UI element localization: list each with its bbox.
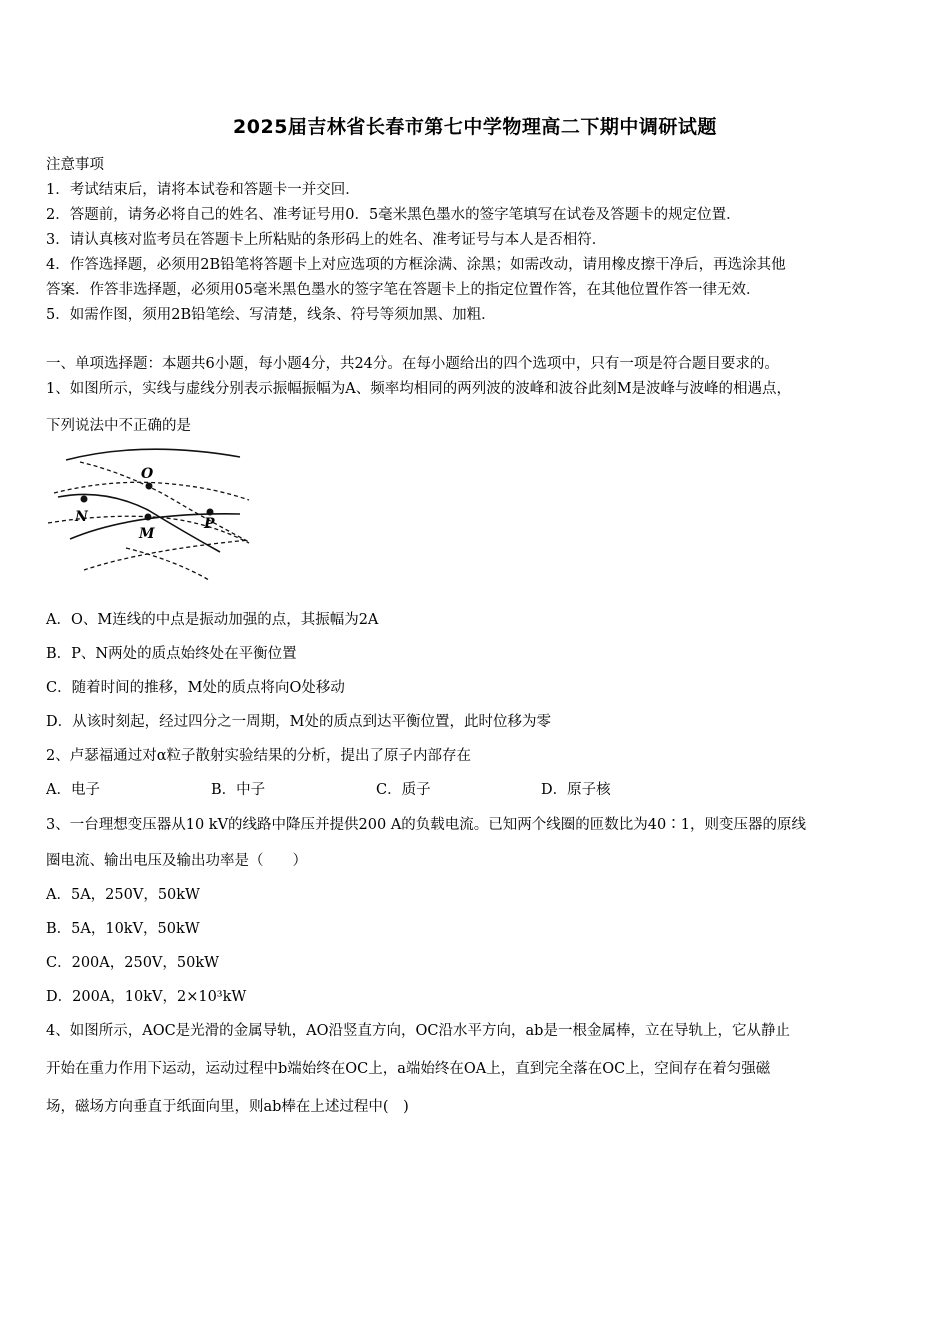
question-3-stem-cont: 圈电流、输出电压及输出功率是（ ）: [46, 853, 307, 869]
label-o: O: [141, 466, 154, 482]
question-2-options: [46, 778, 706, 799]
question-3-option-a: A．5A，250V，50kW: [46, 887, 200, 903]
wave-interference-figure: [44, 440, 254, 585]
question-1-option-c: C．随着时间的推移，M处的质点将向O处移动: [46, 680, 345, 696]
section-heading: 一、单项选择题：本题共6小题，每小题4分，共24分。在每小题给出的四个选项中，只有一项是符合题目要求的。: [46, 356, 779, 372]
question-1-stem: 1、如图所示，实线与虚线分别表示振幅振幅为A、频率均相同的两列波的波峰和波谷此刻M是波峰与波峰的相遇点，: [46, 381, 792, 397]
question-1-option-a: A．O、M连线的中点是振动加强的点，其振幅为2A: [46, 612, 379, 628]
question-4-stem: 4、如图所示，AOC是光滑的金属导轨，AO沿竖直方向，OC沿水平方向，ab是一根金属棒，立在导轨上，它从静止: [46, 1023, 790, 1039]
question-1-option-d: D．从该时刻起，经过四分之一周期，M处的质点到达平衡位置，此时位移为零: [46, 714, 551, 730]
question-2-option-a: A．电子: [46, 782, 100, 798]
label-m: M: [139, 526, 155, 542]
notice-item: 1．考试结束后，请将本试卷和答题卡一并交回．: [46, 182, 360, 198]
question-3-option-d: D．200A，10kV，2×10³kW: [46, 989, 247, 1005]
question-3-option-c: C．200A，250V，50kW: [46, 955, 220, 971]
trough-line: [126, 548, 209, 580]
trough-line: [84, 540, 249, 570]
point-m: [145, 514, 152, 521]
notice-item: 4．作答选择题，必须用2B铅笔将答题卡上对应选项的方框涂满、涂黑；如需改动，请用橡皮擦干净后，再选涂其他: [46, 257, 786, 273]
question-3-option-b: B．5A，10kV，50kW: [46, 921, 200, 937]
notice-item: 5．如需作图，须用2B铅笔绘、写清楚，线条、符号等须加黑、加粗．: [46, 307, 496, 323]
question-1-stem-cont: 下列说法中不正确的是: [46, 418, 191, 434]
notice-item: 答案．作答非选择题，必须用05毫米黑色墨水的签字笔在答题卡上的指定位置作答，在其他位置作答一律无效．: [46, 282, 761, 298]
point-n: [81, 496, 88, 503]
question-4-stem-cont: 场，磁场方向垂直于纸面向里，则ab棒在上述过程中( ): [46, 1099, 409, 1115]
question-2-stem: 2、卢瑟福通过对α粒子散射实验结果的分析，提出了原子内部存在: [46, 748, 472, 764]
trough-line: [80, 462, 249, 542]
notice-heading: 注意事项: [46, 157, 104, 173]
question-2-option-c: C．质子: [376, 782, 431, 798]
point-p: [207, 509, 214, 516]
label-p: P: [204, 516, 215, 532]
crest-line: [66, 449, 240, 460]
question-1-option-b: B．P、N两处的质点始终处在平衡位置: [46, 646, 297, 662]
notice-item: 2．答题前，请务必将自己的姓名、准考证号用0．5毫米黑色墨水的签字笔填写在试卷及答题卡的规定位置．: [46, 207, 741, 223]
notice-item: 3．请认真核对监考员在答题卡上所粘贴的条形码上的姓名、准考证号与本人是否相符．: [46, 232, 607, 248]
question-2-option-b: B．中子: [211, 782, 266, 798]
question-4-stem-cont: 开始在重力作用下运动，运动过程中b端始终在OC上，a端始终在OA上，直到完全落在OC上，空间存在着匀强磁: [46, 1061, 771, 1077]
page-title: 2025届吉林省长春市第七中学物理高二下期中调研试题: [233, 116, 717, 138]
label-n: N: [75, 509, 88, 525]
question-2-option-d: D．原子核: [541, 782, 611, 798]
question-3-stem: 3、一台理想变压器从10 kV的线路中降压并提供200 A的负载电流。已知两个线圈的匝数比为40∶1，则变压器的原线: [46, 817, 806, 833]
point-o: [146, 483, 153, 490]
